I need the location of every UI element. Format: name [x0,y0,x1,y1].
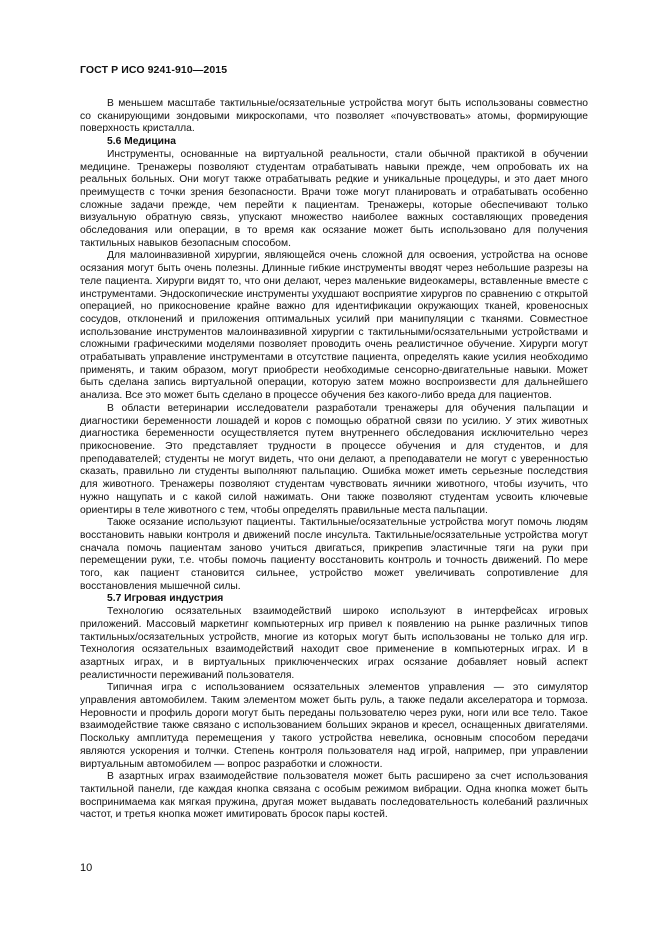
paragraph: Технологию осязательных взаимодействий широко используют в интерфейсах игровых приложений. Массовый маркетинг компьютерных игр привел к появлению на рынке различных типов тактильных/осязательных устройств, многие из которых могут быть использованы не только для игр. Технология осязательных взаимодействий находит свое применение в компьютерных играх. И в азартных играх, и в виртуальных приключенческих играх осязание добавляет новый аспект реалистичности переживаний пользователя. [80,606,588,681]
intro-paragraph: В меньшем масштабе тактильные/осязательные устройства могут быть использованы совместно со сканирующими зондовыми микроскопами, что позволяет «почувствовать» атомы, формирующие поверхность кристалла. [80,98,588,135]
paragraph: В азартных играх взаимодействие пользователя может быть расширено за счет использования тактильной панели, где каждая кнопка связана с особым режимом вибрации. Одна кнопка может быть воспринимаема как мягкая пружина, другая может выдавать последовательность колебаний различных частот, и третья кнопка может имитировать бросок пары костей. [80,771,588,821]
section-heading-gaming: 5.7 Игровая индустрия [107,593,224,605]
paragraph: В области ветеринарии исследователи разработали тренажеры для обучения пальпации и диагностики беременности лошадей и коров с помощью обратной связи по усилию. У этих животных диагностика беременности осуществляется путем внутреннего обследования исключительно через прикосновение. Это представляет трудности в процессе обучения и для студентов, и для преподавателей; студенты не могут видеть, что они делают, а преподаватели не могут с уверенностью сказать, правильно ли студенты выполняют пальпацию. Ошибка может иметь серьезные последствия для животного. Тренажеры позволяют студентам чувствовать яичники животного, чтобы изучить, что нужно нащупать и с какой силой нажимать. Они также позволяют студентам усвоить ключевые ориентиры в теле животного с тем, чтобы определять правильные места пальпации. [80,402,588,516]
paragraph: Инструменты, основанные на виртуальной реальности, стали обычной практикой в обучении медицине. Тренажеры позволяют студентам отрабатывать навыки прежде, чем опробовать их на реальных больных. Они могут также отрабатывать редкие и уникальные процедуры, и это дает много преимуществ с точки зрения безопасности. Врачи тоже могут планировать и отрабатывать особенно сложные задачи прежде, чем перейти к пациентам. Тренажеры, которые обеспечивают только визуальную обратную связь, упускают множество наиболее важных составляющих проведения обследования или операции, в то время как осязание может быть использовано для получения тактильных навыков безопасным способом. [80,148,588,249]
paragraph: Для малоинвазивной хирургии, являющейся очень сложной для освоения, устройства на основе осязания могут быть очень полезны. Длинные гибкие инструменты вводят через небольшие разрезы на теле пациента. Хирурги видят то, что они делают, через маленькие видеокамеры, вставленные вместе с инструментами. Эндоскопические инструменты ухудшают восприятие хирургов по сравнению с открытой операцией, но прикосновение крайне важно для идентификации окружающих тканей, кровеносных сосудов, отклонений и приложения оптимальных усилий при манипуляции с тканями. Совместное использование инструментов малоинвазивной хирургии с тактильными/осязательными устройствами и сложными графическими моделями позволяет проводить очень реалистичное обучение. Хирурги могут отрабатывать управление инструментами в отсутствие пациента, определять какие усилия необходимо применять, и таким образом, могут приобрести необходимые сенсорно-двигательные навыки. Может быть сделана запись виртуальной операции, которую затем можно воспроизвести для дальнейшего анализа. Все это может быть сделано в процессе обучения без какого-либо вреда для пациентов. [80,250,588,402]
page-number: 10 [80,862,93,874]
paragraph: Также осязание используют пациенты. Тактильные/осязательные устройства могут помочь людям восстановить навыки контроля и движений после инсульта. Тактильные/осязательные устройства могут сначала помочь пациентам заново учиться двигаться, прикрепив эластичные тяги на руки при перемещении руки, т.е. чтобы помочь пациенту восстановить контроль и точность движений. По мере того, как пациент становится сильнее, устройство может увеличивать сопротивление для восстановления мышечной силы. [80,517,588,592]
section-heading-medicine: 5.6 Медицина [107,136,176,148]
paragraph: Типичная игра с использованием осязательных элементов управления — это симулятор управления автомобилем. Таким элементом может быть руль, а также педали акселератора и тормоза. Неровности и профиль дороги могут быть переданы пользователю через руки, ноги или все тело. Такое взаимодействие также связано с использованием больших экранов и кресел, оснащенных двигателями. Поскольку амплитуда перемещения у такого устройства невелика, основным способом передачи являются ускорения и толчки. Степень контроля пользователя над игрой, например, при управлении виртуальным автомобилем — вопрос разработки и сложности. [80,682,588,770]
document-body [80,98,588,822]
standard-header: ГОСТ Р ИСО 9241-910—2015 [80,64,228,76]
